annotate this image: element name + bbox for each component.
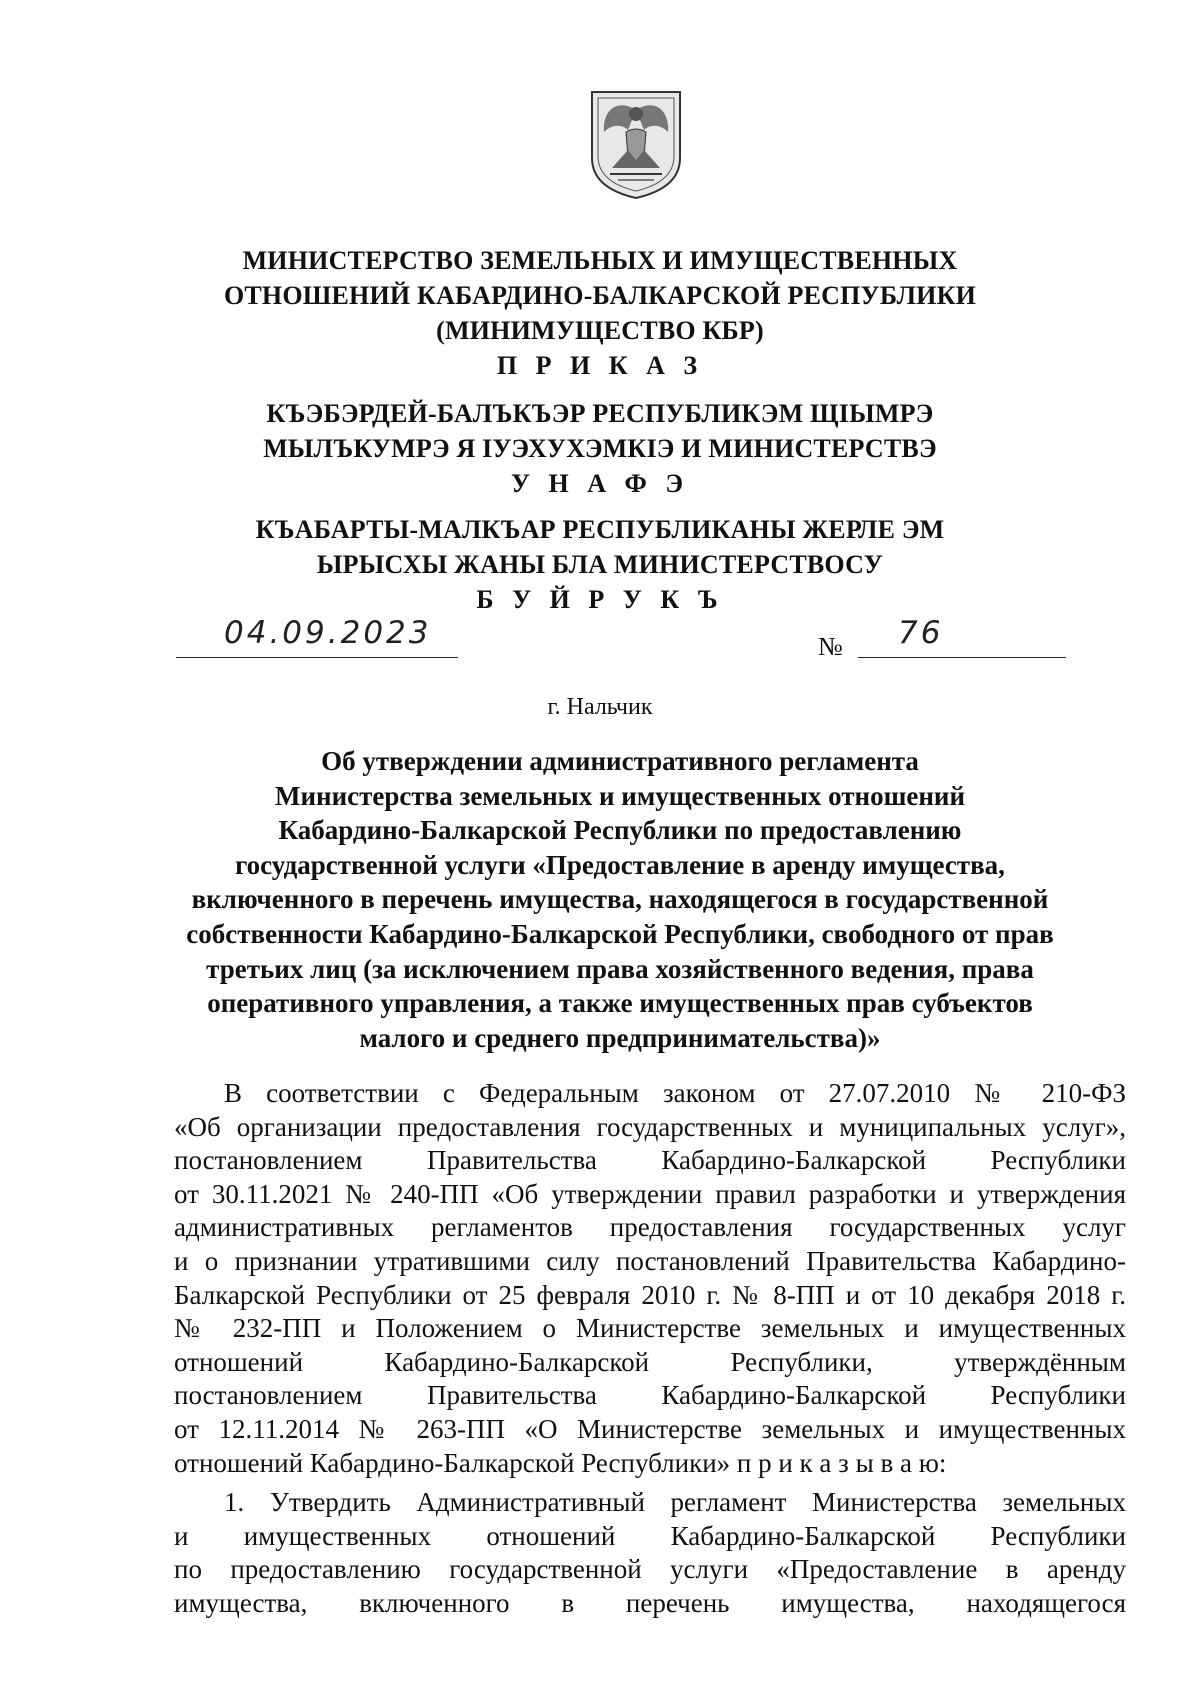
- title-line: малого и среднего предпринимательства)»: [359, 1022, 881, 1053]
- body-line: от 12.11.2014 № 263-ПП «О Министерстве земельных и имущественных: [174, 1413, 1126, 1444]
- ministry-short-name: (МИНИМУЩЕСТВО КБР): [436, 316, 764, 345]
- paragraph-item-1: [174, 1486, 1126, 1620]
- ministry-name-line: ОТНОШЕНИЙ КАБАРДИНО-БАЛКАРСКОЙ РЕСПУБЛИКИ: [223, 281, 977, 310]
- ministry-header-krc: [0, 512, 1200, 617]
- coat-of-arms-icon: [588, 88, 684, 200]
- body-line: постановлением Правительства Кабардино-Балкарской Республики: [174, 1145, 1126, 1176]
- body-line: Балкарской Республики от 25 февраля 2010 г. № 8-ПП и от 10 декабря 2018 г.: [174, 1279, 1126, 1310]
- ministry-name-line: КЪЭБЭРДЕЙ-БАЛЪКЪЭР РЕСПУБЛИКЭМ ЩIЫМРЭ: [266, 399, 934, 428]
- paragraph-preamble: [174, 1077, 1126, 1480]
- document-date: 04.09.2023: [224, 615, 432, 651]
- body-line: В соответствии с Федеральным законом от 27.07.2010 № 210-ФЗ: [224, 1078, 1126, 1108]
- title-line: третьих лиц (за исключением права хозяйственного ведения, права: [206, 953, 1034, 984]
- body-line: административных регламентов предоставления государственных услуг: [174, 1212, 1126, 1243]
- body-line: имущества, включенного в перечень имущества, находящегося: [174, 1587, 1126, 1618]
- document-type: У Н А Ф Э: [510, 469, 690, 498]
- ministry-header-ru: [0, 243, 1200, 383]
- body-line: отношений Кабардино-Балкарской Республики» п р и к а з ы в а ю:: [174, 1447, 947, 1478]
- title-line: оперативного управления, а также имущественных прав субъектов: [207, 988, 1033, 1019]
- body-line: от 30.11.2021 № 240-ПП «Об утверждении правил разработки и утверждения: [174, 1178, 1126, 1209]
- title-line: включенного в перечень имущества, находящегося в государственной: [191, 884, 1049, 915]
- body-line: отношений Кабардино-Балкарской Республики, утверждённым: [174, 1346, 1126, 1377]
- ministry-name-line: КЪАБАРТЫ-МАЛКЪАР РЕСПУБЛИКАНЫ ЖЕРЛЕ ЭМ: [255, 515, 945, 544]
- number-label: №: [818, 632, 843, 661]
- body-line: постановлением Правительства Кабардино-Балкарской Республики: [174, 1380, 1126, 1411]
- ministry-name-line: МЫЛЪКУМРЭ Я IУЭХУХЭМКIЭ И МИНИСТЕРСТВЭ: [263, 434, 937, 463]
- ministry-header-kbd: [0, 396, 1200, 501]
- body-line: и о признании утратившими силу постановлений Правительства Кабардино-: [174, 1245, 1126, 1276]
- ministry-name-line: ЫРЫСХЫ ЖАНЫ БЛА МИНИСТЕРСТВОСУ: [316, 550, 884, 579]
- document-type: П Р И К А З: [496, 351, 704, 380]
- title-line: Кабардино-Балкарской Республики по предоставлению: [278, 815, 962, 846]
- title-line: государственной услуги «Предоставление в аренду имущества,: [235, 849, 1005, 880]
- body-line: «Об организации предоставления государственных и муниципальных услуг»,: [174, 1111, 1126, 1142]
- body-line: и имущественных отношений Кабардино-Балкарской Республики: [174, 1520, 1126, 1551]
- document-type: Б У Й Р У К Ъ: [476, 585, 724, 614]
- date-field: [176, 615, 458, 658]
- ministry-name-line: МИНИСТЕРСТВО ЗЕМЕЛЬНЫХ И ИМУЩЕСТВЕННЫХ: [242, 246, 958, 275]
- title-line: Об утверждении административного регламента: [321, 746, 919, 776]
- body-line: 1. Утвердить Административный регламент Министерства земельных: [224, 1487, 1126, 1517]
- number-field: [858, 615, 1066, 658]
- body-line: № 232-ПП и Положением о Министерстве земельных и имущественных: [174, 1313, 1126, 1344]
- body-line: по предоставлению государственной услуги «Предоставление в аренду: [174, 1554, 1126, 1585]
- city: г. Нальчик: [547, 694, 653, 720]
- title-line: Министерства земельных и имущественных отношений: [274, 780, 966, 811]
- document-title: [150, 744, 1090, 1055]
- document-number: 76: [898, 615, 944, 651]
- title-line: собственности Кабардино-Балкарской Республики, свободного от прав: [186, 918, 1054, 949]
